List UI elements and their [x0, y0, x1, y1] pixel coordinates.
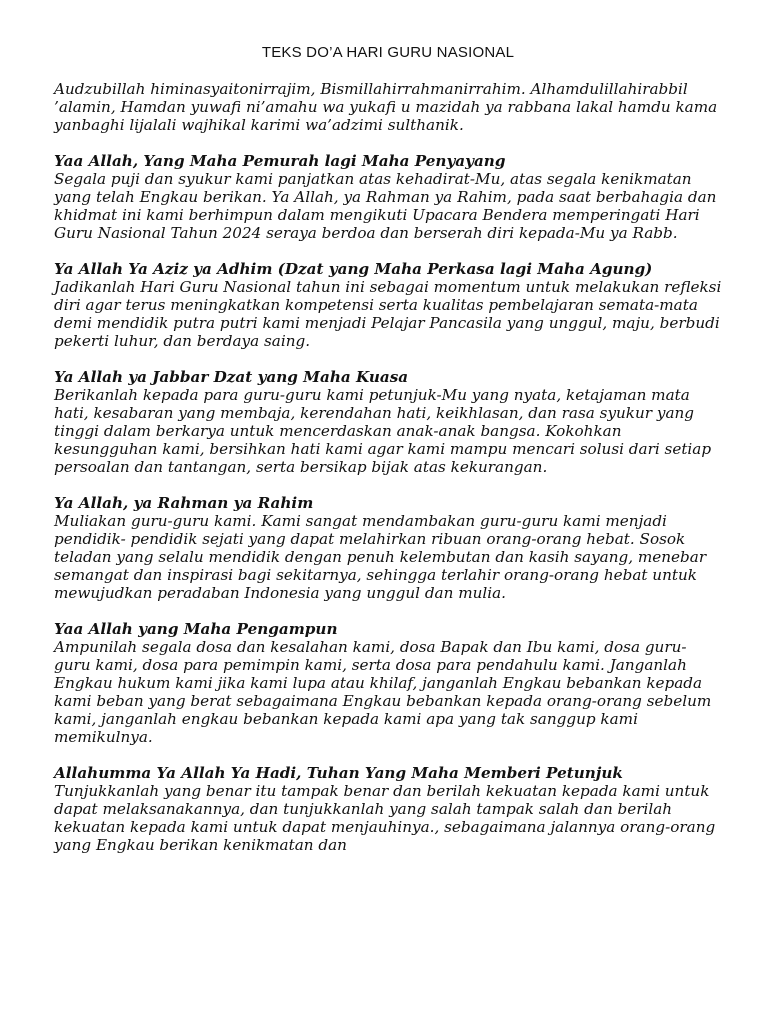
- section-body: Jadikanlah Hari Guru Nasional tahun ini sebagai momentum untuk melakukan refleksi diri agar terus meningkatkan kompetensi serta kualitas pembelajaran semata-mata demi mendidik putra putri kami menjadi Pelajar Pancasila yang unggul, maju, berbudi pekerti luhur, dan berdaya saing.: [54, 278, 722, 350]
- prayer-section-6: [54, 764, 722, 854]
- section-body: Berikanlah kepada para guru-guru kami petunjuk-Mu yang nyata, ketajaman mata hati, kesabaran yang membaja, kerendahan hati, keikhlasan, dan rasa syukur yang tinggi dalam berkarya untuk mencerdaskan anak-anak bangsa. Kokohkan kesungguhan kami, bersihkan hati kami agar kami mampu mencari solusi dari setiap persoalan dan tantangan, serta bersikap bijak atas kekurangan.: [54, 386, 712, 476]
- prayer-section-4: [54, 494, 722, 602]
- section-heading: Ya Allah Ya Aziz ya Adhim (Dzat yang Maha Perkasa lagi Maha Agung): [54, 260, 653, 278]
- document-page: [54, 44, 722, 872]
- section-heading: Ya Allah ya Jabbar Dzat yang Maha Kuasa: [54, 368, 409, 386]
- section-body: Segala puji dan syukur kami panjatkan atas kehadirat-Mu, atas segala kenikmatan yang telah Engkau berikan. Ya Allah, ya Rahman ya Rahim, pada saat berbahagia dan khidmat ini kami berhimpun dalam mengikuti Upacara Bendera memperingati Hari Guru Nasional Tahun 2024 seraya berdoa dan berserah diri kepada-Mu ya Rabb.: [54, 170, 717, 242]
- section-body: Ampunilah segala dosa dan kesalahan kami, dosa Bapak dan Ibu kami, dosa guru-guru kami, dosa para pemimpin kami, serta dosa para pendahulu kami. Janganlah Engkau hukum kami jika kami lupa atau khilaf, janganlah Engkau bebankan kepada kami beban yang berat sebagaimana Engkau bebankan kepada orang-orang sebelum kami, janganlah engkau bebankan kepada kami apa yang tak sanggup kami memikulnya.: [54, 638, 712, 746]
- prayer-section-5: [54, 620, 722, 746]
- opening-paragraph: Audzubillah himinasyaitonirrajim, Bismillahirrahmanirrahim. Alhamdulillahirabbil ’alamin, Hamdan yuwafi ni’amahu wa yukafi u mazidah ya rabbana lakal hamdu kama yanbaghi lijalali wajhikal karimi wa’adzimi sulthanik.: [54, 80, 718, 134]
- section-heading: Allahumma Ya Allah Ya Hadi, Tuhan Yang Maha Memberi Petunjuk: [54, 764, 623, 782]
- section-body: Tunjukkanlah yang benar itu tampak benar dan berilah kekuatan kepada kami untuk dapat melaksanakannya, dan tunjukkanlah yang salah tampak salah dan berilah kekuatan kepada kami untuk dapat menjauhinya., sebagaimana jalannya orang-orang yang Engkau berikan kenikmatan dan: [54, 782, 716, 854]
- prayer-section-2: [54, 260, 722, 350]
- prayer-section-1: [54, 152, 722, 242]
- section-heading: Yaa Allah yang Maha Pengampun: [54, 620, 338, 638]
- section-heading: Yaa Allah, Yang Maha Pemurah lagi Maha Penyayang: [54, 152, 506, 170]
- prayer-section-3: [54, 368, 722, 476]
- section-body: Muliakan guru-guru kami. Kami sangat mendambakan guru-guru kami menjadi pendidik- pendidik sejati yang dapat melahirkan ribuan orang-orang hebat. Sosok teladan yang selalu mendidik dengan penuh kelembutan dan kasih sayang, menebar semangat dan inspirasi bagi sekitarnya, sehingga terlahir orang-orang hebat untuk mewujudkan peradaban Indonesia yang unggul dan mulia.: [54, 512, 707, 602]
- document-title: TEKS DO’A HARI GURU NASIONAL: [261, 44, 515, 61]
- section-heading: Ya Allah, ya Rahman ya Rahim: [54, 494, 314, 512]
